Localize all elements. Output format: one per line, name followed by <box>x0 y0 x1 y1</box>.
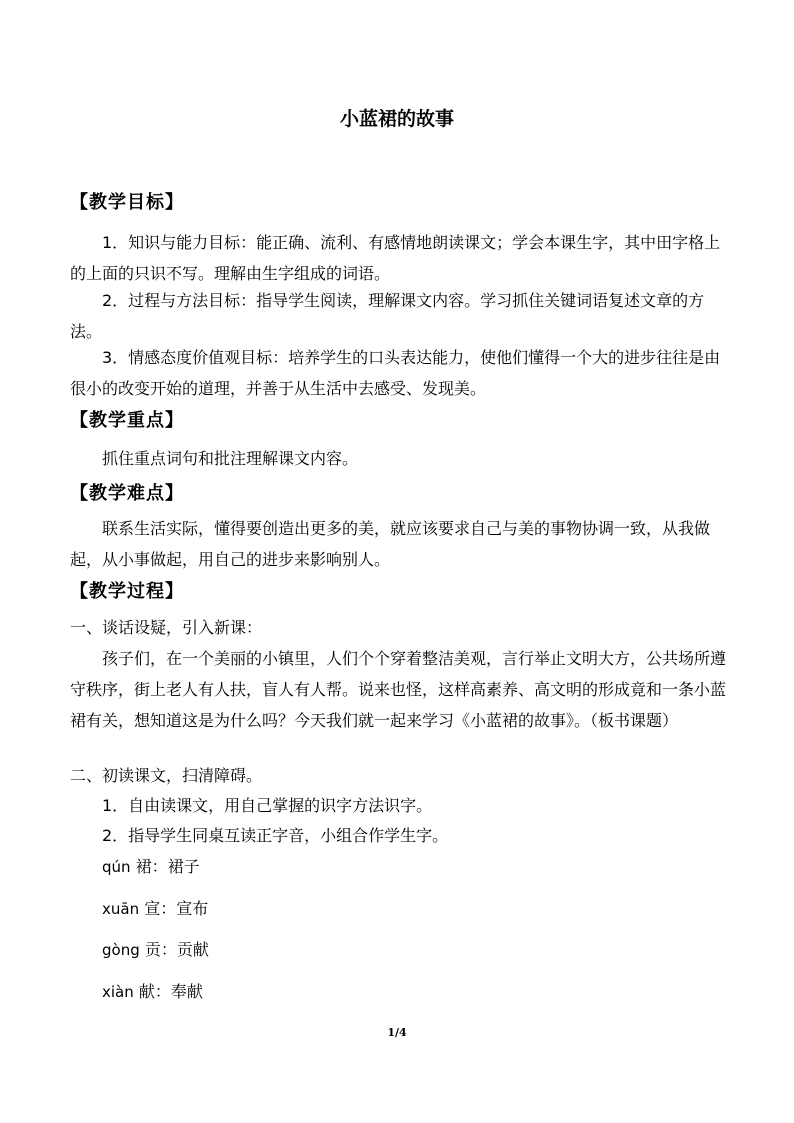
vocab-item <box>102 934 209 966</box>
vocab-item <box>102 851 200 883</box>
goal-item-1: 1．知识与能力目标：能正确、流利、有感情地朗读课文；学会本课生字，其中田字格上的上面的只识不写。理解由生字组成的词语。 <box>70 233 721 283</box>
goal-item-3: 3．情感态度价值观目标：培养学生的口头表达能力，使他们懂得一个大的进步往往是由很小的改变开始的道理，并善于从生活中去感受、发现美。 <box>70 348 721 398</box>
vocab-word: ：宣布 <box>160 899 209 918</box>
process-step-2-item-1: 1．自由读课文，用自己掌握的识字方法识字。 <box>102 796 433 815</box>
section-heading-key-points: 【教学重点】 <box>70 410 184 431</box>
section-heading-goals: 【教学目标】 <box>70 192 184 213</box>
process-step-2-title: 二、初读课文，扫清障碍。 <box>70 766 263 785</box>
vocab-word: ：奉献 <box>154 982 203 1001</box>
vocab-pinyin: xiàn <box>102 983 134 1001</box>
vocab-pinyin: xuān <box>102 900 140 918</box>
vocab-char: 贡 <box>144 940 161 959</box>
vocab-pinyin: gòng <box>102 941 140 959</box>
vocab-item <box>102 893 208 925</box>
vocab-pinyin: qún <box>102 858 131 876</box>
vocab-item <box>102 976 203 1008</box>
vocab-word: ：裙子 <box>151 857 200 876</box>
process-step-1-title: 一、谈话设疑，引入新课： <box>70 618 263 637</box>
page-title: 小蓝裙的故事 <box>339 108 454 130</box>
vocab-char: 宣 <box>144 899 161 918</box>
vocab-char: 裙 <box>135 857 152 876</box>
goal-item-2: 2．过程与方法目标：指导学生阅读，理解课文内容。学习抓住关键词语复述文章的方法。 <box>70 291 705 341</box>
page-number: 1/4 <box>387 1026 407 1039</box>
process-step-2-item-2: 2．指导学生同桌互读正字音，小组合作学生字。 <box>102 826 449 845</box>
vocab-char: 献 <box>138 982 155 1001</box>
section-heading-process: 【教学过程】 <box>70 581 184 602</box>
difficulties-text: 联系生活实际，懂得要创造出更多的美，就应该要求自己与美的事物协调一致，从我做起，从小事做起，用自己的进步来影响别人。 <box>70 519 711 569</box>
key-points-text: 抓住重点词句和批注理解课文内容。 <box>102 449 359 468</box>
section-heading-difficulties: 【教学难点】 <box>70 483 184 504</box>
vocab-word: ：贡献 <box>160 940 209 959</box>
process-step-1-text: 孩子们，在一个美丽的小镇里，人们个个穿着整洁美观，言行举止文明大方，公共场所遵守秩序，街上老人有人扶，盲人有人帮。说来也怪，这样高素养、高文明的形成竟和一条小蓝裙有关，想知道这是为什么吗？今天我们就一起来学习《小蓝裙的故事》。（板书课题） <box>70 649 727 730</box>
